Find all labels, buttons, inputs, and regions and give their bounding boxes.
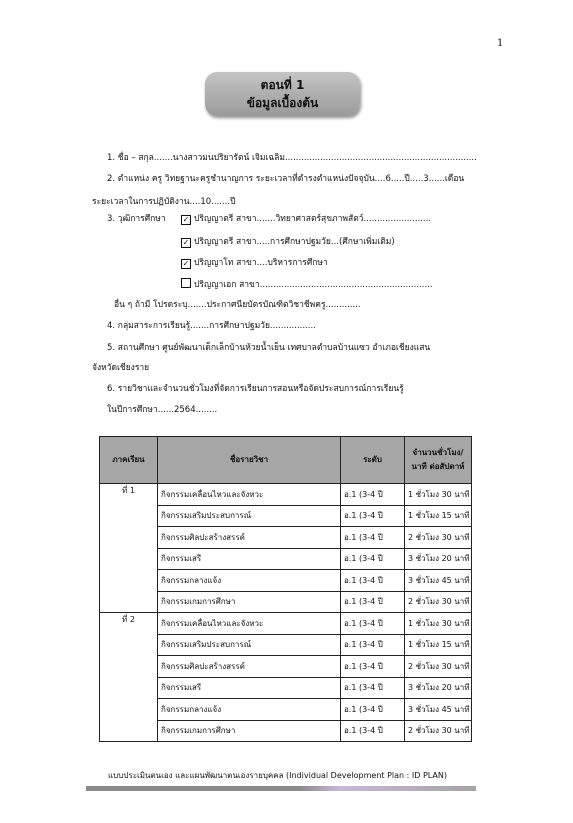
header-level: ระดับ (341, 437, 405, 484)
footer-text: แบบประเมินตนเอง และแผนพัฒนาตนเองรายบุคคล (Individual Development Plan : ID PLAN) (108, 771, 447, 780)
subject-cell: กิจกรรมเสรี (158, 677, 341, 699)
degree-text: ปริญญาโท สาขา....บริหารการศึกษา (194, 258, 328, 268)
position-line: 2. ตำแหน่ง ครู วิทยฐานะครูชำนาญการ ระยะเวลาที่ดำรงตำแหน่งปัจจุบัน....6.....ปี.....3......เดือน (107, 174, 465, 184)
degree-item (181, 234, 395, 248)
level-cell: อ.1 (3-4 ปี (341, 527, 405, 549)
subject-cell: กิจกรรมเคลื่อนไหวและจังหวะ (158, 484, 341, 506)
name-line: 1. ชื่อ – สกุล.......นางสาวมนปริยารัตน์ เจิมเฉลิม....................................................................... (107, 153, 477, 163)
hours-cell: 2 ชั่วโมง 30 นาที (405, 591, 472, 613)
level-cell: อ.1 (3-4 ปี (341, 570, 405, 592)
degree-text: ปริญญาเอก สาขา................................................................ (194, 280, 433, 290)
subject-cell: กิจกรรมเคลื่อนไหวและจังหวะ (158, 613, 341, 635)
page-number: 1 (497, 38, 504, 49)
other-line: อื่น ๆ ถ้ามี โปรดระบุ.......ประกาศนียบัตรบัณฑิตวิชาชีพครู............. (114, 300, 361, 310)
footer-bar (86, 786, 476, 791)
subjects-heading: 6. รายวิชาและจำนวนชั่วโมงที่จัดการเรียนการสอนหรือจัดประสบการณ์การเรียนรู้ (107, 384, 404, 394)
academic-year-line: ในปีการศึกษา......2564........ (107, 405, 218, 415)
degree-text: ปริญญาตรี สาขา.......วิทยาศาสตร์สุขภาพสัตว์......................... (194, 214, 432, 224)
level-cell: อ.1 (3-4 ปี (341, 484, 405, 506)
hours-cell: 3 ชั่วโมง 20 นาที (405, 677, 472, 699)
subject-cell: กิจกรรมเกมการศึกษา (158, 720, 341, 742)
level-cell: อ.1 (3-4 ปี (341, 720, 405, 742)
subject-cell: กิจกรรมศิลปะสร้างสรรค์ (158, 656, 341, 678)
checkbox-checked-icon: ✓ (182, 259, 190, 268)
degree-text: ปริญญาตรี สาขา.....การศึกษาปฐมวัย...(ศึกษาเพิ่มเติม) (194, 237, 395, 247)
education-label: 3. วุฒิการศึกษา (107, 214, 166, 224)
term-cell: ที่ 2 (100, 613, 158, 742)
level-cell: อ.1 (3-4 ปี (341, 505, 405, 527)
degree-item (181, 211, 431, 225)
hours-cell: 1 ชั่วโมง 30 นาที (405, 613, 472, 635)
level-cell: อ.1 (3-4 ปี (341, 699, 405, 721)
workplace-line: 5. สถานศึกษา ศูนย์พัฒนาเด็กเล็กบ้านห้วยน้ำเย็น เทศบาลตำบลบ้านแซว อำเภอเชียงแสน (107, 343, 431, 353)
section-header (205, 72, 360, 116)
hours-cell: 3 ชั่วโมง 45 นาที (405, 570, 472, 592)
hours-cell: 3 ชั่วโมง 20 นาที (405, 548, 472, 570)
subject-cell: กิจกรรมกลางแจ้ง (158, 699, 341, 721)
subject-cell: กิจกรรมเสรี (158, 548, 341, 570)
subject-group-line: 4. กลุ่มสาระการเรียนรู้.......การศึกษาปฐมวัย................. (107, 321, 316, 331)
term-cell: ที่ 1 (100, 484, 158, 613)
subjects-table (99, 436, 472, 742)
table-row (100, 613, 472, 635)
level-cell: อ.1 (3-4 ปี (341, 634, 405, 656)
hours-cell: 1 ชั่วโมง 15 นาที (405, 634, 472, 656)
service-line: ระยะเวลาในการปฏิบัติงาน....10.......ปี (92, 197, 236, 207)
level-cell: อ.1 (3-4 ปี (341, 591, 405, 613)
level-cell: อ.1 (3-4 ปี (341, 677, 405, 699)
subject-cell: กิจกรรมเสริมประสบการณ์ (158, 505, 341, 527)
checkbox-checked-icon: ✓ (182, 238, 190, 247)
table-row (100, 484, 472, 506)
degree-item (181, 255, 328, 269)
subject-cell: กิจกรรมเสริมประสบการณ์ (158, 634, 341, 656)
hours-cell: 1 ชั่วโมง 15 นาที (405, 505, 472, 527)
workplace-line-2: จังหวัดเชียงราย (92, 363, 150, 373)
checkbox-empty-icon (181, 278, 191, 288)
subject-cell: กิจกรรมกลางแจ้ง (158, 570, 341, 592)
level-cell: อ.1 (3-4 ปี (341, 548, 405, 570)
header-term: ภาคเรียน (100, 437, 158, 484)
hours-cell: 3 ชั่วโมง 45 นาที (405, 699, 472, 721)
subject-cell: กิจกรรมศิลปะสร้างสรรค์ (158, 527, 341, 549)
hours-cell: 2 ชั่วโมง 30 นาที (405, 527, 472, 549)
level-cell: อ.1 (3-4 ปี (341, 613, 405, 635)
section-title: ตอนที่ 1 (260, 78, 305, 92)
header-hours: จำนวนชั่วโมง/นาที ต่อสัปดาห์ (405, 437, 472, 484)
hours-cell: 2 ชั่วโมง 30 นาที (405, 656, 472, 678)
level-cell: อ.1 (3-4 ปี (341, 656, 405, 678)
hours-cell: 2 ชั่วโมง 30 นาที (405, 720, 472, 742)
header-subject: ชื่อรายวิชา (158, 437, 341, 484)
section-subtitle: ข้อมูลเบื้องต้น (246, 96, 319, 110)
table-header-row (100, 437, 472, 484)
hours-cell: 1 ชั่วโมง 30 นาที (405, 484, 472, 506)
checkbox-checked-icon: ✓ (182, 215, 190, 224)
degree-item (181, 277, 433, 291)
subject-cell: กิจกรรมเกมการศึกษา (158, 591, 341, 613)
